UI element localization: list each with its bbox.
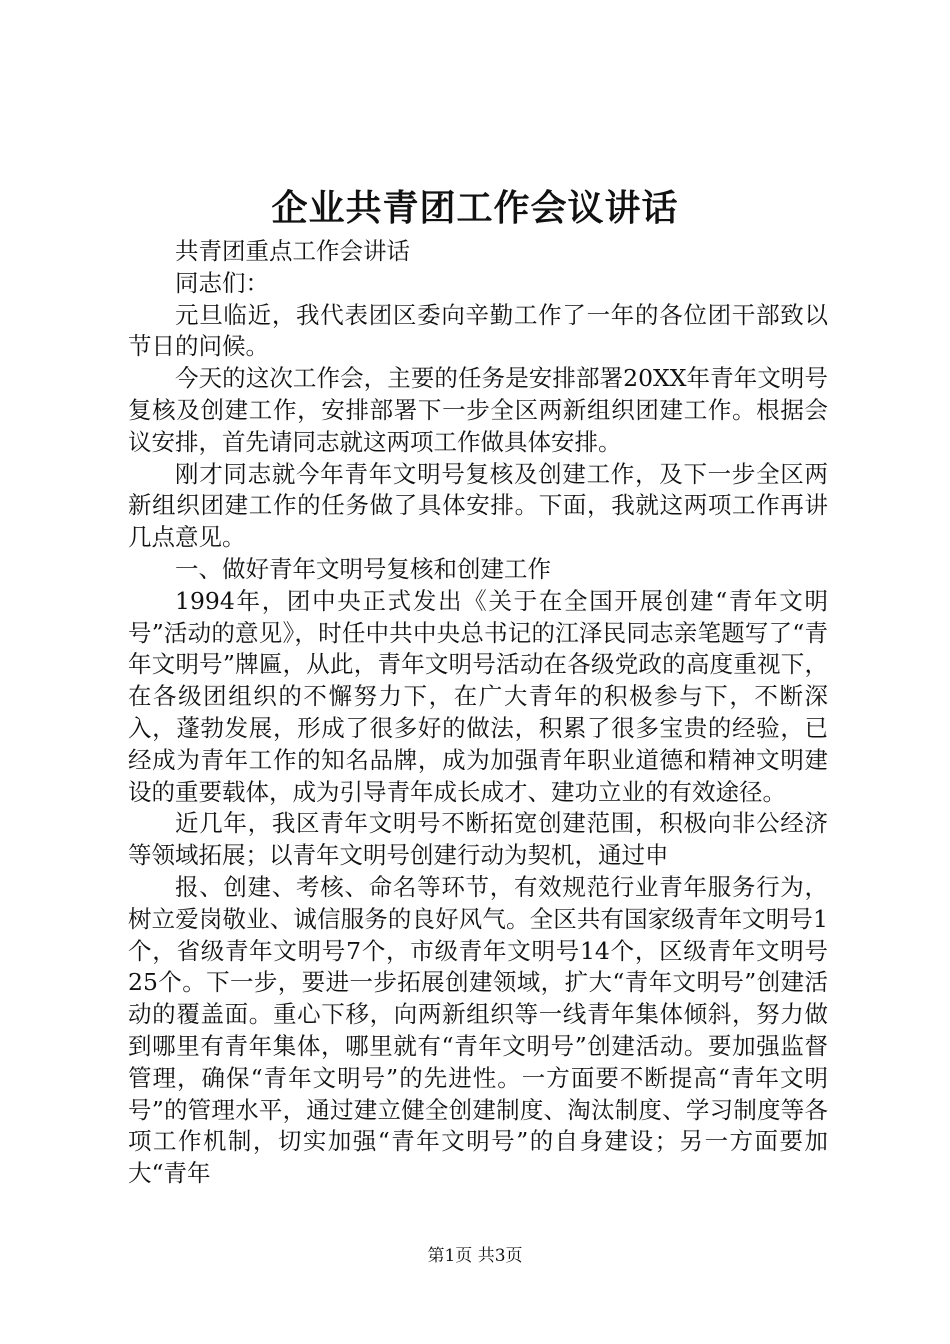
paragraph: 报、创建、考核、命名等环节，有效规范行业青年服务行为，树立爱岗敬业、诚信服务的良好风气。全区共有国家级青年文明号1个，省级青年文明号7个，市级青年文明号14个，区级青年文明号25个。下一步，要进一步拓展创建领域，扩大“青年文明号”创建活动的覆盖面。重心下移，向两新组织等一线青年集体倾斜，努力做到哪里有青年集体，哪里就有“青年文明号”创建活动。要加强监督管理，确保“青年文明号”的先进性。一方面要不断提高“青年文明号”的管理水平，通过建立健全创建制度、淘汰制度、学习制度等各项工作机制，切实加强“青年文明号”的自身建设；另一方面要加大“青年 (128, 872, 828, 1188)
paragraph: 刚才同志就今年青年文明号复核及创建工作，及下一步全区两新组织团建工作的任务做了具体安排。下面，我就这两项工作再讲几点意见。 (128, 459, 828, 552)
section-heading: 一、做好青年文明号复核和创建工作 (175, 554, 551, 583)
paragraph-salutation: 同志们： (175, 268, 269, 297)
page-footer: 第1页 共3页 (427, 1246, 523, 1266)
document-title: 企业共青团工作会议讲话 (271, 187, 679, 229)
paragraph: 元旦临近，我代表团区委向辛勤工作了一年的各位团干部致以节日的问候。 (128, 300, 828, 361)
document-body (128, 236, 828, 1190)
paragraph: 今天的这次工作会，主要的任务是安排部署20XX年青年文明号复核及创建工作，安排部署下一步全区两新组织团建工作。根据会议安排，首先请同志就这两项工作做具体安排。 (128, 364, 828, 456)
paragraph: 近几年，我区青年文明号不断拓宽创建范围，积极向非公经济等领域拓展；以青年文明号创建行动为契机，通过申 (128, 809, 828, 870)
paragraph-subtitle: 共青团重点工作会讲话 (175, 237, 410, 265)
paragraph: 1994年，团中央正式发出《关于在全国开展创建“青年文明号”活动的意见》，时任中共中央总书记的江泽民同志亲笔题写了“青年文明号”牌匾，从此，青年文明号活动在各级党政的高度重视下，在各级团组织的不懈努力下，在广大青年的积极参与下，不断深入，蓬勃发展，形成了很多好的做法，积累了很多宝贵的经验，已经成为青年工作的知名品牌，成为加强青年职业道德和精神文明建设的重要载体，成为引导青年成长成才、建功立业的有效途径。 (128, 586, 828, 806)
